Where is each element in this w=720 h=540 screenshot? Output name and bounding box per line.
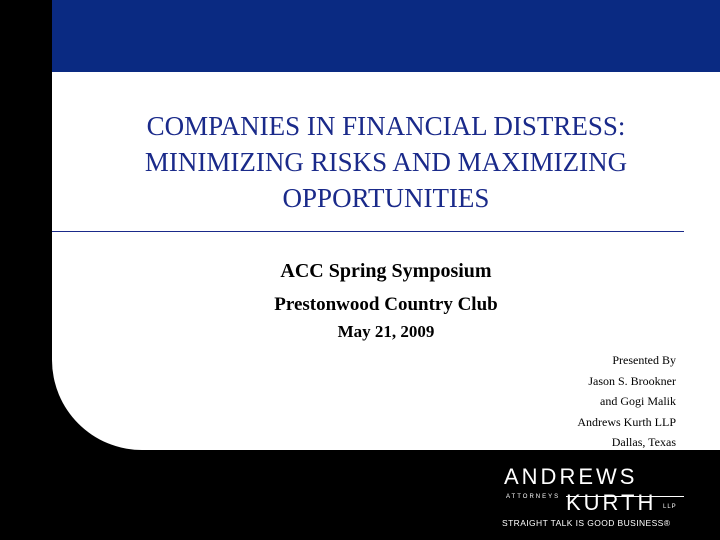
presenter-block [577, 350, 676, 453]
presenter-line-2: Jason S. Brookner [588, 373, 676, 388]
title-divider [52, 231, 684, 232]
logo-andrews: ANDREWS [504, 464, 638, 489]
title-line-3: OPPORTUNITIES [282, 183, 490, 213]
title-line-1: COMPANIES IN FINANCIAL DISTRESS: [146, 111, 626, 141]
event-venue: Prestonwood Country Club [274, 294, 498, 315]
event-date: May 21, 2009 [337, 322, 435, 341]
presenter-line-4: Andrews Kurth LLP [577, 414, 676, 429]
slide-title [52, 108, 720, 216]
event-name: ACC Spring Symposium [280, 260, 492, 282]
andrews-kurth-logo [500, 464, 700, 534]
logo-tagline: STRAIGHT TALK IS GOOD BUSINESS® [502, 518, 671, 528]
presenter-line-3: and Gogi Malik [600, 394, 676, 408]
logo-llp: LLP [663, 504, 677, 510]
presenter-line-5: Dallas, Texas [611, 435, 676, 449]
title-line-2: MINIMIZING RISKS AND MAXIMIZING [144, 147, 628, 177]
logo-kurth: KURTH [566, 490, 657, 515]
top-accent-band [52, 0, 720, 72]
logo-attorneys: ATTORNEYS [506, 494, 561, 500]
presenter-line-1: Presented By [612, 353, 676, 367]
